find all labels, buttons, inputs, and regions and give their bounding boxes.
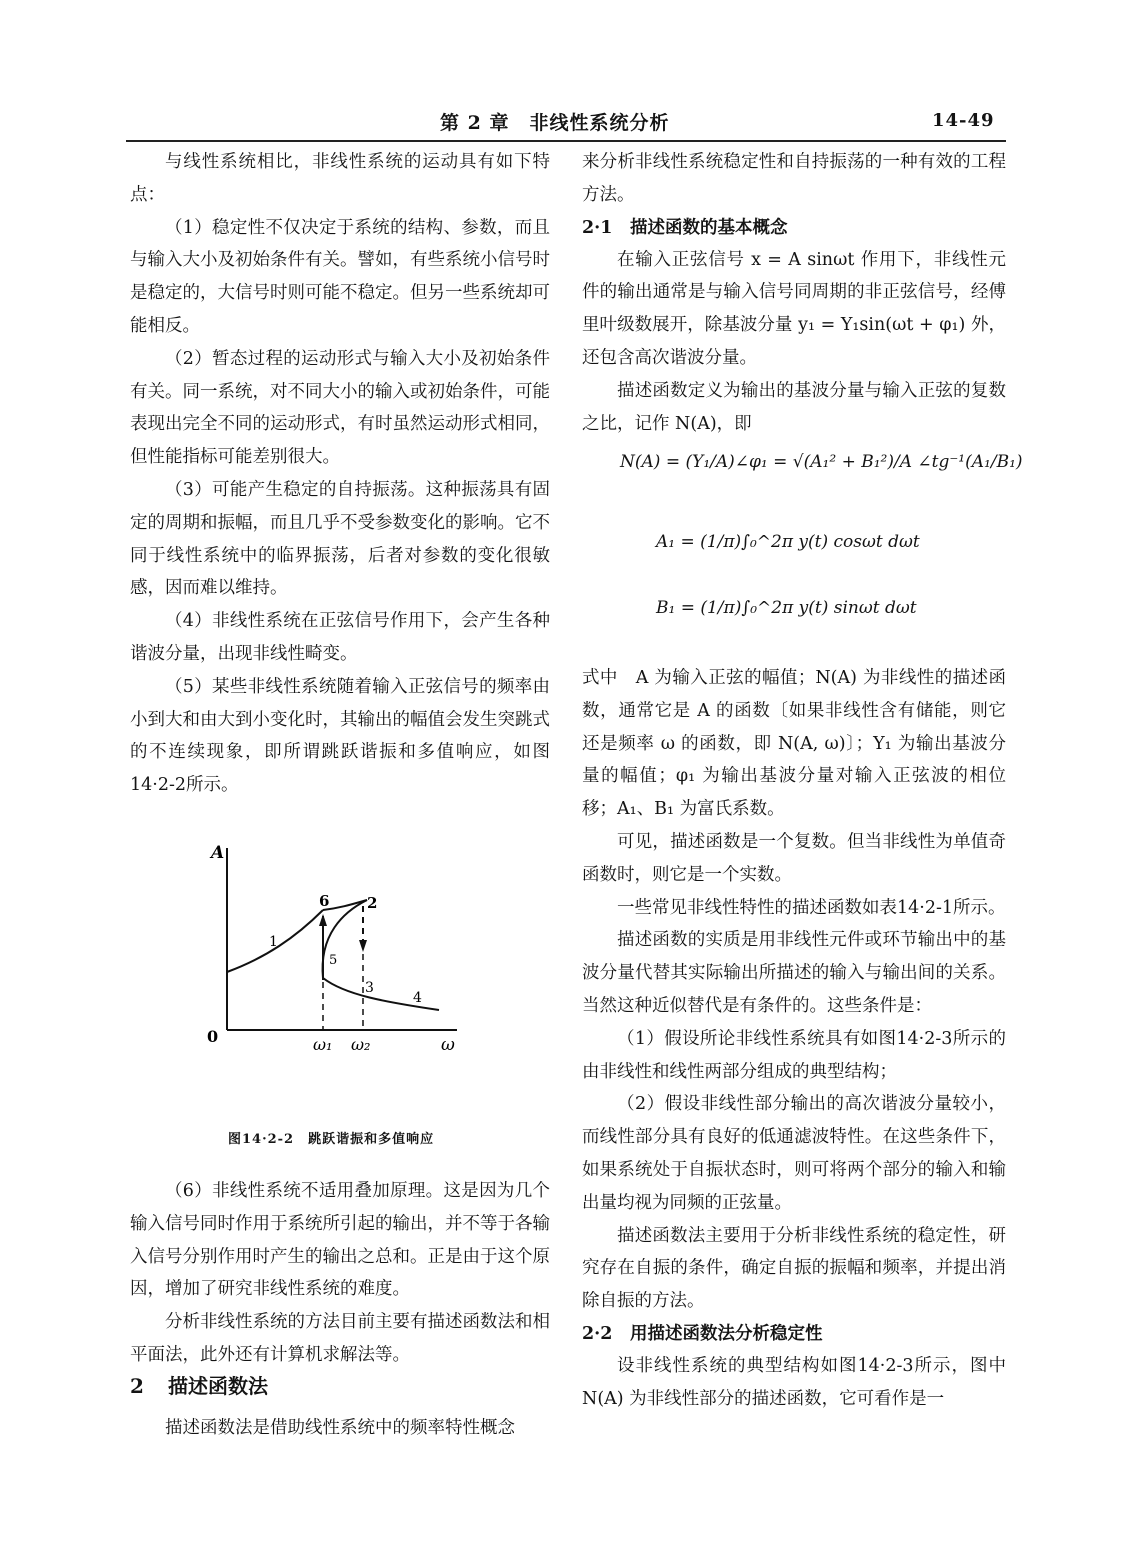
section-title: 描述函数法	[168, 1374, 268, 1398]
right-column-lower	[582, 662, 1006, 1416]
section-intro-block	[130, 1412, 550, 1445]
curve-label-3: 3	[365, 980, 374, 996]
jump-up-arrowhead	[319, 914, 327, 926]
complex-number-paragraph: 可见，描述函数是一个复数。但当非线性为单值奇函数时，则它是一个实数。	[582, 831, 1006, 885]
page-number: 14-49	[932, 110, 995, 131]
left-column-upper	[130, 146, 550, 802]
feature-item-4: （4）非线性系统在正弦信号作用下，会产生各种谐波分量，出现非线性畸变。	[130, 611, 550, 664]
left-column-lower	[130, 1175, 550, 1372]
subsection-2-2-para-1: 设非线性系统的典型结构如图14·2-3所示，图中 N(A) 为非线性部分的描述函数，它可看作是一	[582, 1355, 1006, 1409]
curve-label-5: 5	[329, 953, 338, 968]
right-column-upper	[582, 146, 1006, 440]
response-curve-upper	[323, 900, 367, 910]
formula-describing-function: N(A) = (Y₁/A)∠φ₁ = √(A₁² + B₁²)/A ∠tg⁻¹(A₁/B₁)	[620, 452, 1023, 472]
feature-item-1: （1）稳定性不仅决定于系统的结构、参数，而且与输入大小及初始条件有关。譬如，有些系统小信号时是稳定的，大信号时则可能不稳定。但另一些系统却可能相反。	[130, 217, 550, 336]
continuation-paragraph: 来分析非线性系统稳定性和自持振荡的一种有效的工程方法。	[582, 152, 1006, 205]
usage-paragraph: 描述函数法主要用于分析非线性系统的稳定性，研究存在自振的条件，确定自振的振幅和频率，并提出消除自振的方法。	[582, 1225, 1006, 1312]
subsection-2-2-title: 2·2 用描述函数法分析稳定性	[582, 1323, 823, 1344]
feature-item-2: （2）暂态过程的运动形式与输入大小及初始条件有关。同一系统，对不同大小的输入或初始条件，可能表现出完全不同的运动形式，有时虽然运动形式相同，但性能指标可能差别很大。	[130, 348, 550, 468]
omega2-tick-label: ω₂	[351, 1035, 371, 1054]
subsection-2-1-para-2: 描述函数定义为输出的基波分量与输入正弦的复数之比，记作 N(A)，即	[582, 380, 1006, 434]
formula-b1: B₁ = (1/π)∫₀^2π y(t) sinωt dωt	[656, 598, 917, 618]
omega1-tick-label: ω₁	[313, 1035, 333, 1054]
section-intro: 描述函数法是借助线性系统中的频率特性概念	[165, 1418, 515, 1438]
curve-label-1: 1	[269, 934, 278, 950]
curve-label-4: 4	[413, 990, 422, 1006]
x-axis-label: ω	[441, 1035, 455, 1055]
subsection-2-1-para-1: 在输入正弦信号 x = A sinωt 作用下，非线性元件的输出通常是与输入信号同周期的非正弦信号，经傅里叶级数展开，除基波分量 y₁ = Y₁sin(ωt + φ₁) 外，还包含高次谐波分量。	[582, 249, 1006, 368]
jump-down-arrowhead	[359, 940, 367, 952]
condition-1: （1）假设所论非线性系统具有如图14·2-3所示的由非线性和线性两部分组成的典型结构；	[582, 1028, 1006, 1082]
essence-paragraph: 描述函数的实质是用非线性元件或环节输出中的基波分量代替其实际输出所描述的输入与输出间的关系。当然这种近似替代是有条件的。这些条件是：	[582, 930, 1006, 1016]
feature-item-6: （6）非线性系统不适用叠加原理。这是因为几个输入信号同时作用于系统所引起的输出，并不等于各输入信号分别作用时产生的输出之总和。正是由于这个原因，增加了研究非线性系统的难度。	[130, 1181, 550, 1300]
subsection-2-1-title: 2·1 描述函数的基本概念	[582, 217, 788, 238]
figure-caption: 图14·2-2 跳跃谐振和多值响应	[228, 1132, 435, 1147]
table-reference-paragraph: 一些常见非线性特性的描述函数如表14·2-1所示。	[617, 897, 1006, 918]
y-axis-label: A	[211, 843, 225, 863]
jump-resonance-figure	[195, 830, 475, 1055]
feature-item-5: （5）某些非线性系统随着输入正弦信号的频率由小到大和由大到小变化时，其输出的幅值会发生突跳式的不连续现象，即所谓跳跃谐振和多值响应，如图14·2-2所示。	[130, 676, 550, 796]
running-header-chapter: 第 2 章 非线性系统分析	[440, 112, 670, 134]
feature-item-3: （3）可能产生稳定的自持振荡。这种振荡具有固定的周期和振幅，而且几乎不受参数变化的影响。它不同于线性系统中的临界振荡，后者对参数的变化很敏感，因而难以维持。	[130, 479, 550, 599]
methods-paragraph: 分析非线性系统的方法目前主要有描述函数法和相平面法，此外还有计算机求解法等。	[130, 1312, 550, 1365]
header-rule	[126, 140, 1006, 142]
section-number: 2	[130, 1374, 144, 1398]
formula-a1: A₁ = (1/π)∫₀^2π y(t) cosωt dωt	[656, 532, 920, 552]
section-heading	[130, 1370, 268, 1399]
curve-label-6: 6	[319, 892, 330, 910]
origin-label: 0	[207, 1027, 219, 1046]
where-paragraph: 式中 A 为输入正弦的幅值；N(A) 为非线性的描述函数，通常它是 A 的函数〔如果非线性含有储能，则它还是频率 ω 的函数，即 N(A, ω)〕；Y₁ 为输出基波分量的幅值；φ₁ 为输出基波分量对输入正弦波的相位移；A₁、B₁ 为富氏系数。	[582, 668, 1006, 820]
condition-2: （2）假设非线性部分输出的高次谐波分量较小，而线性部分具有良好的低通滤波特性。在这些条件下，如果系统处于自振状态时，则可将两个部分的输入和输出量均视为同频的正弦量。	[582, 1094, 1006, 1213]
intro-paragraph: 与线性系统相比，非线性系统的运动具有如下特点：	[130, 152, 550, 205]
curve-label-2: 2	[367, 894, 378, 912]
